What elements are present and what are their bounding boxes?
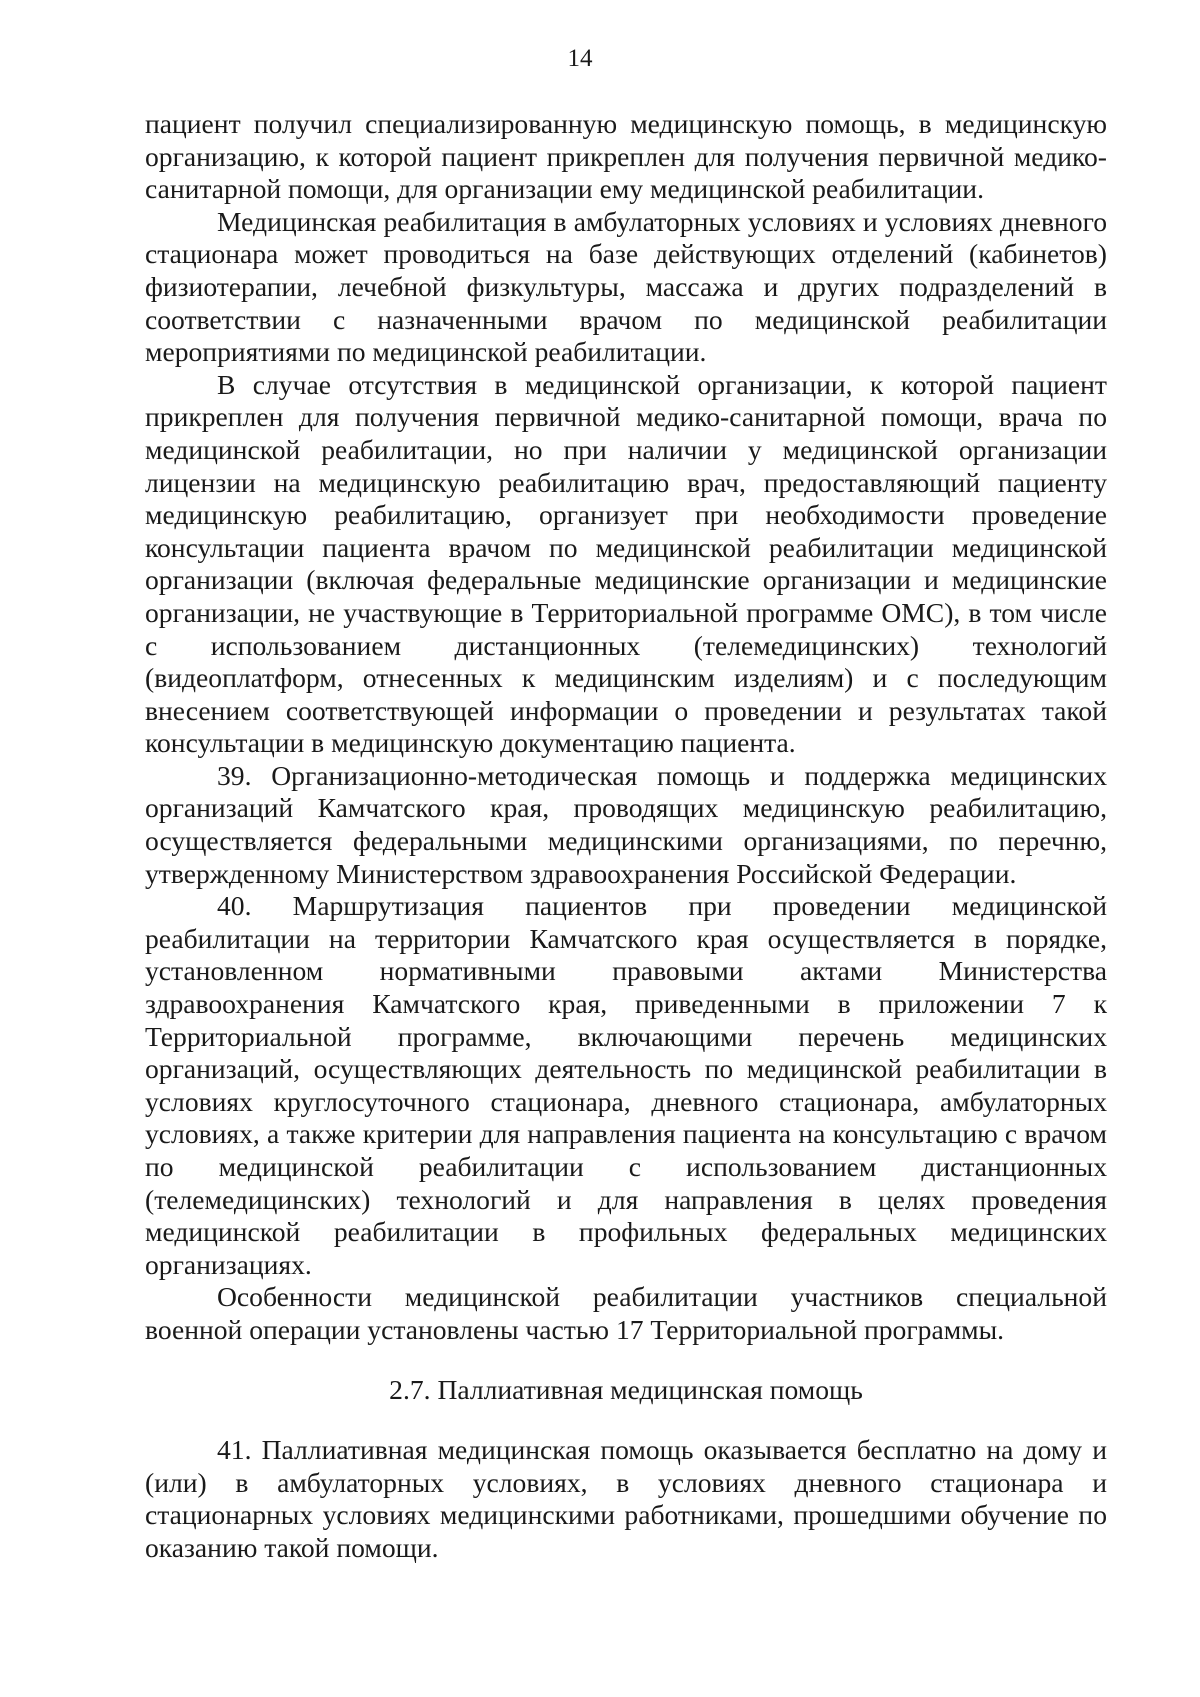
paragraph-continuation: пациент получил специализированную медицинскую помощь, в медицинскую организацию, к которой пациент прикреплен для получения первичной медико-санитарной помощи, для организации ему медицинской реабилитации. xyxy=(145,108,1107,205)
paragraph-item-41: 41. Паллиативная медицинская помощь оказывается бесплатно на дому и (или) в амбулаторных условиях, в условиях дневного стационара и стационарных условиях медицинскими работниками, прошедшими обучение по оказанию такой помощи. xyxy=(145,1434,1107,1563)
paragraph-item-39: 39. Организационно-методическая помощь и поддержка медицинских организаций Камчатского края, проводящих медицинскую реабилитацию, осуществляется федеральными медицинскими организациями, по перечню, утвержденному Министерством здравоохранения Российской Федерации. xyxy=(145,759,1107,889)
paragraph-rehab-no-doctor: В случае отсутствия в медицинской организации, к которой пациент прикреплен для получения первичной медико-санитарной помощи, врача по медицинской реабилитации, но при наличии у медицинской организации лицензии на медицинскую реабилитацию врач, предоставляющий пациенту медицинскую реабилитацию, организует при необходимости проведение консультации пациента врачом по медицинской реабилитации медицинской организации (включая федеральные медицинские организации и медицинские организации, не участвующие в Территориальной программе ОМС), в том числе с использованием дистанционных (телемедицинских) технологий (видеоплатформ, отнесенных к медицинским изделиям) и с последующим внесением соответствующей информации о проведении и результатах такой консультации в медицинскую документацию пациента. xyxy=(145,368,1107,759)
section-heading: 2.7. Паллиативная медицинская помощь xyxy=(389,1373,863,1405)
paragraph-svo-participants: Особенности медицинской реабилитации участников специальной военной операции установлены частью 17 Территориальной программы. xyxy=(145,1281,1107,1345)
page-number: 14 xyxy=(567,45,593,72)
paragraph-item-40: 40. Маршрутизация пациентов при проведении медицинской реабилитации на территории Камчатского края осуществляется в порядке, установленном нормативными правовыми актами Министерства здравоохранения Камчатского края, приведенными в приложении 7 к Территориальной программе, включающими перечень медицинских организаций, осуществляющих деятельность по медицинской реабилитации в условиях круглосуточного стационара, дневного стационара, амбулаторных условиях, а также критерии для направления пациента на консультацию с врачом по медицинской реабилитации с использованием дистанционных (телемедицинских) технологий и для направления в целях проведения медицинской реабилитации в профильных федеральных медицинских организациях. xyxy=(145,890,1107,1280)
document-body xyxy=(145,108,1107,1565)
paragraph-rehab-outpatient: Медицинская реабилитация в амбулаторных условиях и условиях дневного стационара может проводиться на базе действующих отделений (кабинетов) физиотерапии, лечебной физкультуры, массажа и других подразделений в соответствии с назначенными врачом по медицинской реабилитации мероприятиями по медицинской реабилитации. xyxy=(145,205,1107,368)
